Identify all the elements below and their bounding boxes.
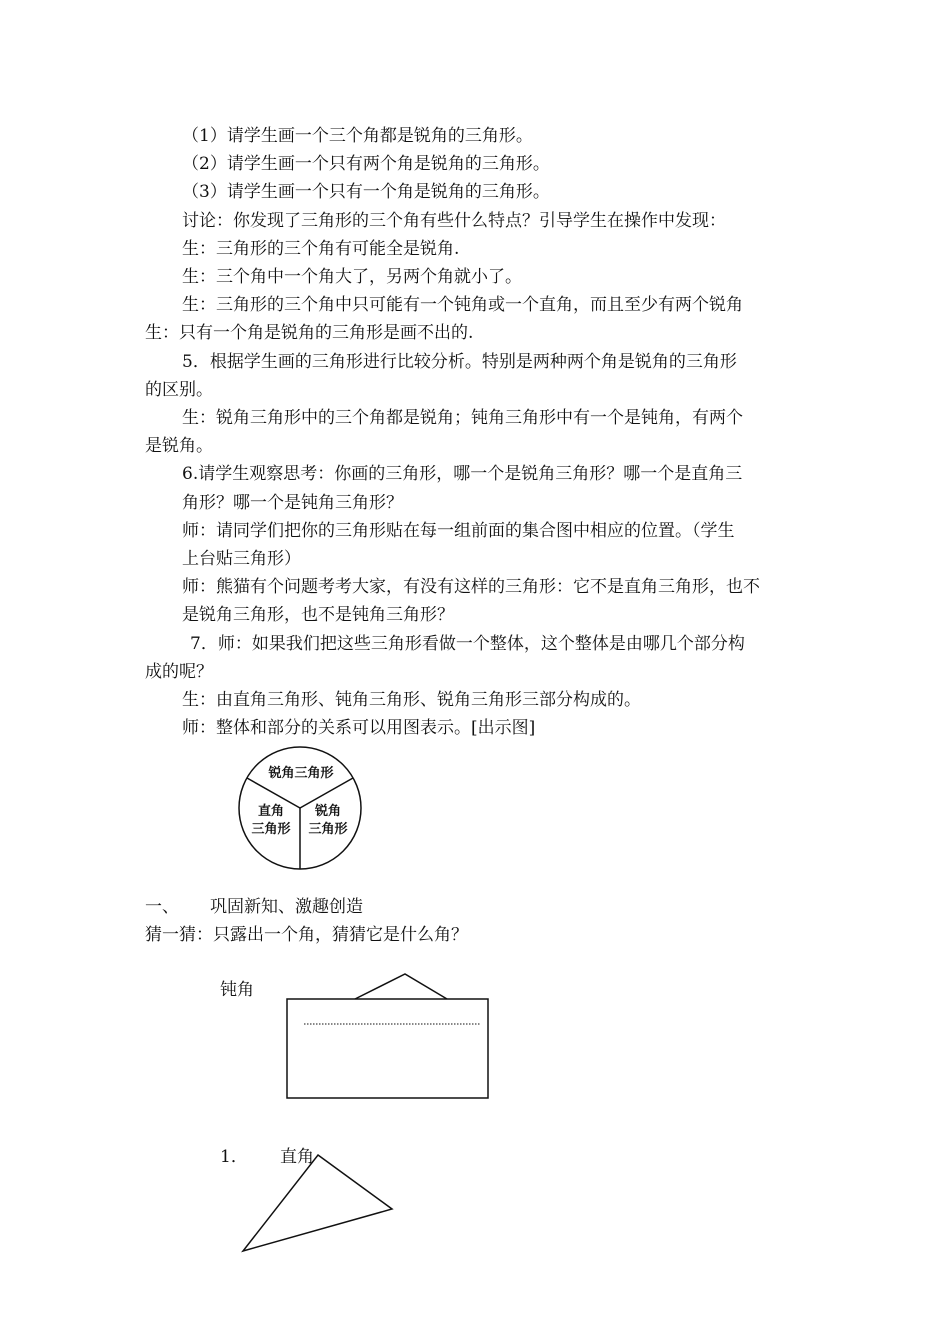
paragraph-line-13: 6.请学生观察思考：你画的三角形，哪一个是锐角三角形？哪一个是直角三: [182, 464, 743, 484]
paragraph-line-8: 生：只有一个角是锐角的三角形是画不出的.: [145, 323, 474, 343]
paragraph-line-2: （2）请学生画一个只有两个角是锐角的三角形。: [182, 154, 550, 174]
pie-label-right-2: 三角形: [308, 822, 348, 837]
paragraph-line-9: 5．根据学生画的三角形进行比较分析。特别是两种两个角是锐角的三角形: [182, 352, 737, 372]
paragraph-line-3: （3）请学生画一个只有一个角是锐角的三角形。: [182, 182, 550, 202]
section-number: 一、: [145, 897, 179, 917]
paragraph-line-1: （1）请学生画一个三个角都是锐角的三角形。: [182, 126, 533, 146]
paragraph-line-22: 师：整体和部分的关系可以用图表示。[出示图]: [182, 718, 536, 738]
paragraph-line-20: 成的呢？: [145, 662, 213, 682]
right-triangle-shape: [243, 1155, 392, 1251]
paragraph-line-10: 的区别。: [145, 380, 213, 400]
paragraph-line-21: 生：由直角三角形、钝角三角形、锐角三角形三部分构成的。: [182, 690, 641, 710]
paragraph-line-17: 师：熊猫有个问题考考大家，有没有这样的三角形：它不是直角三角形，也不: [182, 577, 760, 597]
paragraph-line-14: 角形？哪一个是钝角三角形？: [182, 493, 403, 513]
guess-prompt: 猜一猜：只露出一个角，猜猜它是什么角？: [145, 925, 468, 945]
figure1-label: 钝角: [220, 980, 254, 1000]
section-title: 巩固新知、激趣创造: [210, 897, 363, 917]
paragraph-line-12: 是锐角。: [145, 436, 213, 456]
paragraph-line-7: 生：三角形的三个角中只可能有一个钝角或一个直角，而且至少有两个锐角: [182, 295, 743, 315]
paragraph-line-11: 生：锐角三角形中的三个角都是锐角；钝角三角形中有一个是钝角，有两个: [182, 408, 743, 428]
figure2-label: 直角: [280, 1147, 314, 1167]
paragraph-line-6: 生：三个角中一个角大了，另两个角就小了。: [182, 267, 522, 287]
paragraph-line-18: 是锐角三角形，也不是钝角三角形？: [182, 605, 454, 625]
paragraph-line-5: 生：三角形的三个角有可能全是锐角.: [182, 239, 460, 259]
paragraph-line-19: 7．师：如果我们把这些三角形看做一个整体，这个整体是由哪几个部分构: [190, 634, 745, 654]
pie-label-left-2: 三角形: [251, 822, 291, 837]
paragraph-line-15: 师：请同学们把你的三角形贴在每一组前面的集合图中相应的位置。（学生: [182, 521, 735, 541]
pie-label-left-1: 直角: [257, 804, 284, 819]
paragraph-line-4: 讨论：你发现了三角形的三个角有些什么特点？引导学生在操作中发现：: [182, 211, 726, 231]
figure2-number: 1．: [220, 1147, 248, 1167]
paragraph-line-16: 上台贴三角形）: [182, 549, 301, 569]
pie-label-top: 锐角三角形: [268, 766, 334, 781]
pie-label-right-1: 锐角: [314, 804, 341, 819]
